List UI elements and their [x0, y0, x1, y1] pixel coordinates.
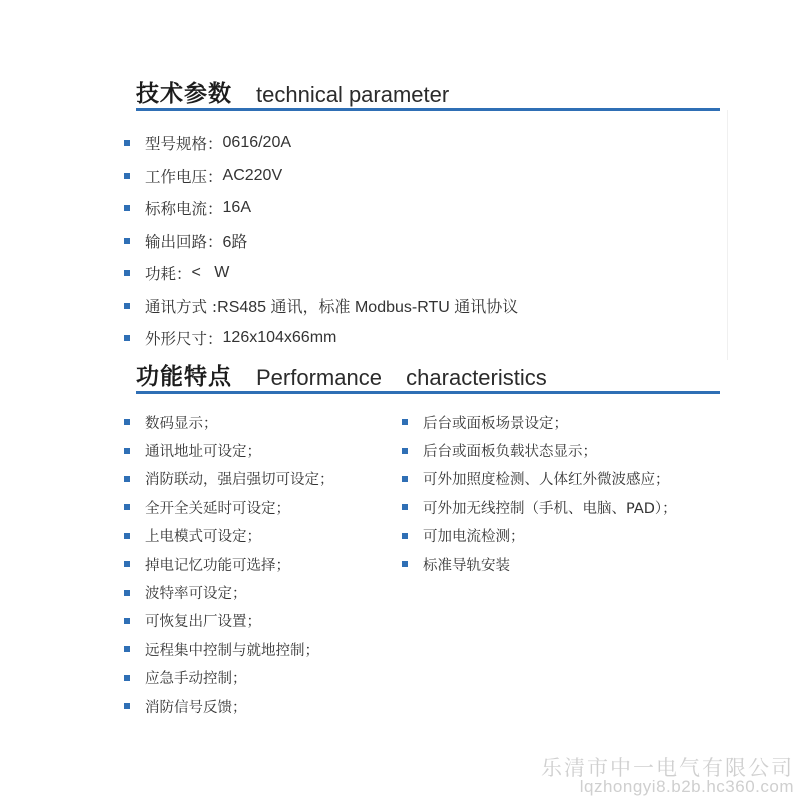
square-bullet-icon — [402, 476, 408, 482]
spec-value: 0616/20A — [222, 134, 292, 152]
feature-text: 消防信号反馈； — [145, 699, 247, 716]
square-bullet-icon — [124, 205, 130, 211]
feature-item — [124, 550, 334, 578]
feature-item — [124, 635, 334, 663]
square-bullet-icon — [124, 618, 130, 624]
spec-item-power — [124, 257, 518, 290]
feature-text: 波特率可设定； — [145, 586, 247, 603]
square-bullet-icon — [124, 238, 130, 244]
square-bullet-icon — [124, 703, 130, 709]
square-bullet-icon — [124, 270, 130, 276]
tech-title-en: technical parameter — [256, 82, 450, 107]
feature-item — [402, 550, 677, 578]
feature-text: 数码显示； — [145, 415, 218, 432]
spec-value: < W — [191, 264, 230, 282]
feature-item — [124, 493, 334, 521]
tech-section-header — [136, 72, 720, 111]
perf-title-en: Performance characteristics — [256, 365, 547, 390]
feature-item — [402, 465, 677, 493]
square-bullet-icon — [124, 335, 130, 341]
feature-text: 消防联动，强启强切可设定； — [145, 472, 334, 489]
square-bullet-icon — [124, 303, 130, 309]
tech-title-cn: 技术参数 — [136, 81, 232, 107]
square-bullet-icon — [402, 504, 408, 510]
square-bullet-icon — [124, 140, 130, 146]
feature-list-left — [124, 408, 334, 720]
spec-value: 6路 — [222, 234, 248, 252]
feature-text: 上电模式可设定； — [145, 529, 261, 546]
spec-item-current — [124, 192, 518, 225]
spec-label: 工作电压： — [145, 167, 223, 186]
feature-text: 可外加照度检测、人体红外微波感应； — [423, 472, 670, 489]
feature-text: 远程集中控制与就地控制； — [145, 642, 319, 659]
square-bullet-icon — [124, 675, 130, 681]
feature-text: 标准导轨安装 — [423, 557, 510, 574]
square-bullet-icon — [124, 476, 130, 482]
spec-value: 126x104x66mm — [222, 329, 337, 347]
perf-section-header — [136, 355, 720, 394]
feature-item — [402, 408, 677, 436]
spec-list — [124, 127, 518, 355]
spec-item-dimensions — [124, 322, 518, 355]
spec-value: 16A — [222, 199, 251, 217]
spec-label: 标称电流： — [145, 200, 223, 219]
feature-item — [124, 465, 334, 493]
square-bullet-icon — [124, 504, 130, 510]
spec-label: 功耗： — [145, 265, 192, 284]
square-bullet-icon — [124, 419, 130, 425]
square-bullet-icon — [124, 173, 130, 179]
divider — [727, 110, 728, 360]
feature-text: 后台或面板负载状态显示； — [423, 444, 597, 461]
feature-list-right — [402, 408, 677, 578]
feature-item — [402, 436, 677, 464]
spec-label: 通讯方式 : — [145, 297, 218, 316]
square-bullet-icon — [402, 533, 408, 539]
feature-item — [124, 408, 334, 436]
spec-item-model — [124, 127, 518, 160]
spec-label: 输出回路： — [145, 232, 223, 251]
feature-item — [124, 692, 334, 720]
feature-text: 掉电记忆功能可选择； — [145, 557, 290, 574]
square-bullet-icon — [124, 533, 130, 539]
square-bullet-icon — [124, 448, 130, 454]
watermark-company: 乐清市中一电气有限公司 — [541, 756, 794, 780]
perf-title-cn: 功能特点 — [136, 364, 232, 390]
spec-label: 型号规格： — [145, 135, 223, 154]
feature-item — [124, 436, 334, 464]
feature-text: 应急手动控制； — [145, 671, 247, 688]
feature-text: 全开全关延时可设定； — [145, 500, 290, 517]
square-bullet-icon — [402, 561, 408, 567]
feature-text: 可恢复出厂设置； — [145, 614, 261, 631]
spec-item-voltage — [124, 160, 518, 193]
square-bullet-icon — [124, 646, 130, 652]
feature-text: 可外加无线控制（手机、电脑、PAD）； — [423, 500, 677, 517]
spec-item-circuits — [124, 225, 518, 258]
watermark-url: lqzhongyi8.b2b.hc360.com — [579, 777, 794, 796]
feature-item — [402, 522, 677, 550]
square-bullet-icon — [124, 590, 130, 596]
feature-text: 可加电流检测； — [423, 529, 525, 546]
spec-value: AC220V — [222, 166, 283, 184]
feature-item — [124, 664, 334, 692]
feature-item — [124, 607, 334, 635]
feature-item — [124, 522, 334, 550]
feature-item — [124, 578, 334, 606]
square-bullet-icon — [124, 561, 130, 567]
feature-item — [402, 493, 677, 521]
square-bullet-icon — [402, 448, 408, 454]
spec-value: RS485 通讯，标准 Modbus-RTU 通讯协议 — [217, 299, 519, 317]
square-bullet-icon — [402, 419, 408, 425]
spec-label: 外形尺寸： — [145, 330, 223, 349]
feature-text: 后台或面板场景设定； — [423, 415, 568, 432]
spec-item-communication — [124, 290, 518, 323]
feature-text: 通讯地址可设定； — [145, 444, 261, 461]
